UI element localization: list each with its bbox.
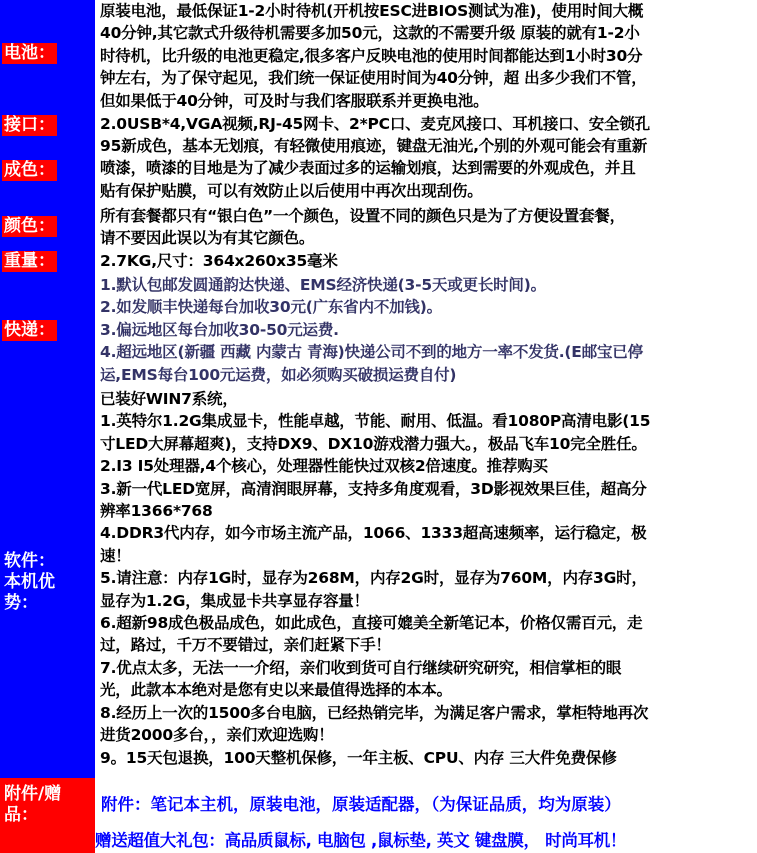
label-software-line: 软件： (4, 551, 55, 571)
software-text (95, 388, 757, 769)
battery-line: 钟左右，为了保守起见，我们统一保证使用时间为40分钟，超 出多少我们不管， (100, 69, 647, 88)
software-line: 寸LED大屏幕超爽)，支持DX9、DX10游戏潜力强大。，极品飞车10完全胜任。 (100, 434, 647, 453)
shipping-section (95, 274, 757, 386)
software-line: 2.I3 I5处理器,4个核心，处理器性能快过双核2倍速度。推荐购买 (100, 457, 548, 476)
label-weight: 重量： (4, 251, 55, 271)
weight-line: 2.7KG,尺寸：364x260x35毫米 (100, 252, 338, 270)
condition-line: 贴有保护贴膜，可以有效防止以后使用中再次出现刮伤。 (100, 181, 483, 200)
software-line: 1.英特尔1.2G集成显卡，性能卓越，节能、耐用、低温。看1080P高清电影(15 (100, 412, 651, 431)
software-line: 5.请注意：内存1G时，显存为268M，内存2G时，显存为760M，内存3G时， (100, 569, 647, 588)
software-line: 速！ (100, 546, 131, 565)
software-line: 显存为1.2G，集成显卡共享显存容量！ (100, 591, 369, 610)
label-accessories-line: 品： (4, 805, 38, 825)
label-software (2, 551, 57, 614)
shipping-line: 3.偏远地区每台加收30-50元运费. (100, 320, 339, 339)
software-line: 进货2000多台，，亲们欢迎选购！ (100, 726, 334, 745)
battery-text (95, 0, 757, 112)
battery-line: 原装电池，最低保证1-2小时待机(开机按ESC进BIOS测试为准)，使用时间大概 (100, 2, 644, 20)
software-line: 4.DDR3代内存，如今市场主流产品，1066、1333超高速频率，运行稳定，极 (100, 524, 647, 543)
ports-section (95, 113, 757, 135)
software-section (95, 388, 757, 769)
shipping-line: 2.如发顺丰快递每台加收30元(广东省内不加钱)。 (100, 298, 442, 317)
shipping-text (95, 274, 757, 386)
shipping-line: 运,EMS每台100元运费，如必须购买破损运费自付) (100, 365, 457, 384)
label-shipping: 快递： (4, 320, 55, 340)
weight-text (95, 250, 757, 272)
accessories-text: 附件：笔记本主机，原装电池，原装适配器，（为保证品质，均为原装） (101, 795, 621, 814)
label-software-line: 本机优 (4, 572, 55, 592)
shipping-line: 1.默认包邮发圆通韵达快递、EMS经济快递(3-5天或更长时间)。 (100, 276, 546, 294)
gifts-row (95, 825, 757, 853)
ports-text (95, 113, 757, 135)
software-line: 6.超新98成色极品成色，如此成色，直接可媲美全新笔记本，价格仅需百元，走 (100, 614, 643, 633)
weight-section (95, 250, 757, 272)
battery-line: 时待机，比升级的电池更稳定,很多客户反映电池的使用时间都能达到1小时30分 (100, 46, 643, 65)
label-ports: 接口： (4, 115, 55, 135)
accessories-row (95, 778, 757, 825)
label-accessories (0, 778, 95, 853)
software-line: 辨率1366*768 (100, 502, 213, 521)
condition-line: 95新成色，基本无划痕，有轻微使用痕迹，键盘无油光,个别的外观可能会有重新 (100, 137, 648, 155)
condition-text (95, 135, 757, 202)
software-line: 3.新一代LED宽屏，高清润眼屏幕，支持多角度观看，3D影视效果巨佳，超高分 (100, 479, 647, 498)
gifts-text: 赠送超值大礼包：高品质鼠标, 电脑包 ,鼠标垫, 英文 键盘膜， 时尚耳机！ (95, 831, 627, 850)
software-line: 9。15天包退换，100天整机保修，一年主板、CPU、内存 三大件免费保修 (100, 748, 617, 767)
software-line: 8.经历上一次的1500多台电脑，已经热销完毕，为满足客户需求，掌柜特地再次 (100, 703, 649, 722)
label-condition: 成色： (4, 160, 55, 180)
color-section (95, 205, 757, 250)
label-battery: 电池： (4, 43, 55, 63)
color-line: 请不要因此误以为有其它颜色。 (100, 229, 315, 248)
color-line: 所有套餐都只有“银白色”一个颜色，设置不同的颜色只是为了方便设置套餐， (100, 207, 625, 225)
battery-line: 40分钟,其它款式升级待机需要多加50元，这款的不需要升级 原装的就有1-2小 (100, 24, 640, 43)
label-accessories-line: 附件/赠 (4, 784, 62, 804)
condition-line: 喷漆，喷漆的目地是为了减少表面过多的运输划痕，达到需要的外观成色，并且 (100, 159, 636, 178)
label-color: 颜色： (4, 216, 55, 236)
ports-line: 2.0USB*4,VGA视频,RJ-45网卡、2*PC口、麦克风接口、耳机接口、安全锁孔 (100, 115, 650, 133)
battery-section (95, 0, 757, 112)
battery-line: 但如果低于40分钟，可及时与我们客服联系并更换电池。 (100, 91, 489, 110)
shipping-line: 4.超远地区(新疆 西藏 内蒙古 青海)快递公司不到的地方一率不发货.(E邮宝已停 (100, 343, 643, 362)
software-line: 已装好WIN7系统， (100, 390, 238, 408)
software-line: 光，此款本本绝对是您有史以来最值得选择的本本。 (100, 681, 452, 700)
condition-section (95, 135, 757, 202)
label-software-line: 势： (4, 593, 38, 613)
software-line: 过，路过，千万不要错过，亲们赶紧下手！ (100, 636, 391, 655)
color-text (95, 205, 757, 250)
software-line: 7.优点太多，无法一一介绍，亲们收到货可自行继续研究研究，相信掌柜的眼 (100, 658, 622, 677)
